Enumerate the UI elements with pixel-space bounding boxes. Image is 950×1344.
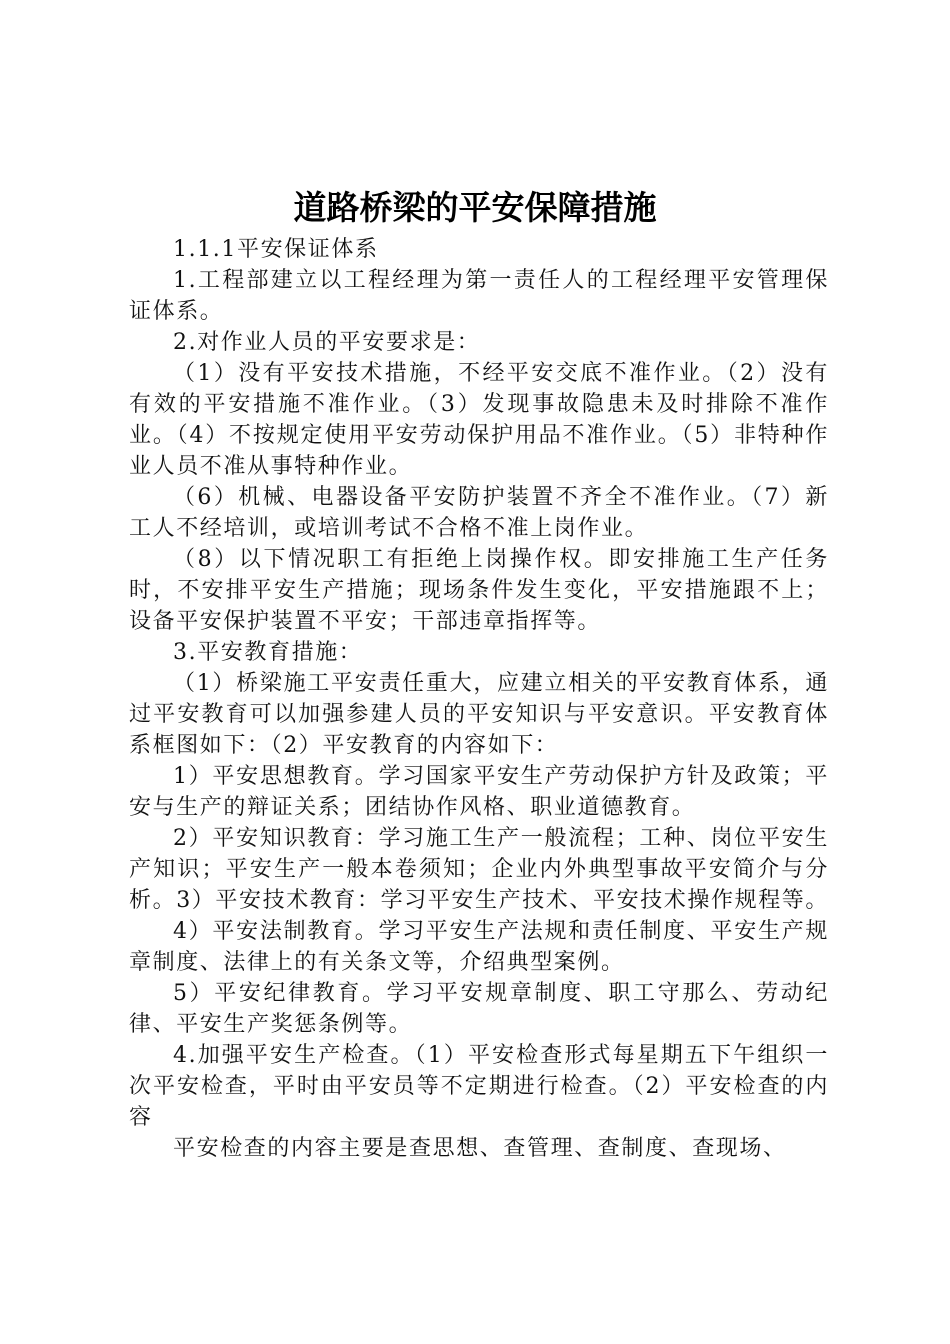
paragraph: 2.对作业人员的平安要求是：	[173, 330, 481, 355]
paragraph: 3.平安教育措施：	[173, 640, 363, 665]
paragraph: 5）平安纪律教育。学习平安规章制度、职工守那么、劳动纪律、平安生产奖惩条例等。	[129, 981, 829, 1037]
paragraph: 4.加强平安生产检查。（1）平安检查形式每星期五下午组织一次平安检查，平时由平安员等不定期进行检查。（2）平安检查的内容	[129, 1043, 829, 1130]
paragraph: （1）桥梁施工平安责任重大，应建立相关的平安教育体系，通过平安教育可以加强参建人员的平安知识与平安意识。平安教育体系框图如下：（2）平安教育的内容如下：	[129, 671, 829, 758]
paragraph: 1）平安思想教育。学习国家平安生产劳动保护方针及政策；平安与生产的辩证关系；团结协作风格、职业道德教育。	[129, 764, 829, 820]
paragraph: （6）机械、电器设备平安防护装置不齐全不准作业。（7）新工人不经培训，或培训考试不合格不准上岗作业。	[129, 485, 829, 541]
paragraph: 1.1.1平安保证体系	[173, 237, 379, 262]
paragraph: 2）平安知识教育：学习施工生产一般流程；工种、岗位平安生产知识；平安生产一般本卷须知；企业内外典型事故平安简介与分析。3）平安技术教育：学习平安生产技术、平安技术操作规程等。	[129, 826, 829, 913]
paragraph: （1）没有平安技术措施，不经平安交底不准作业。（2）没有有效的平安措施不准作业。（3）发现事故隐患未及时排除不准作业。（4）不按规定使用平安劳动保护用品不准作业。（5）非特种作业人员不准从事特种作业。	[129, 361, 829, 479]
document-body	[129, 234, 829, 1164]
paragraph: 1.工程部建立以工程经理为第一责任人的工程经理平安管理保证体系。	[129, 268, 829, 324]
document-title: 道路桥梁的平安保障措施	[293, 188, 657, 227]
paragraph: 平安检查的内容主要是查思想、查管理、查制度、查现场、	[173, 1136, 787, 1161]
paragraph: 4）平安法制教育。学习平安生产法规和责任制度、平安生产规章制度、法律上的有关条文等，介绍典型案例。	[129, 919, 829, 975]
paragraph: （8）以下情况职工有拒绝上岗操作权。即安排施工生产任务时，不安排平安生产措施；现场条件发生变化，平安措施跟不上；设备平安保护装置不平安；干部违章指挥等。	[129, 547, 829, 634]
